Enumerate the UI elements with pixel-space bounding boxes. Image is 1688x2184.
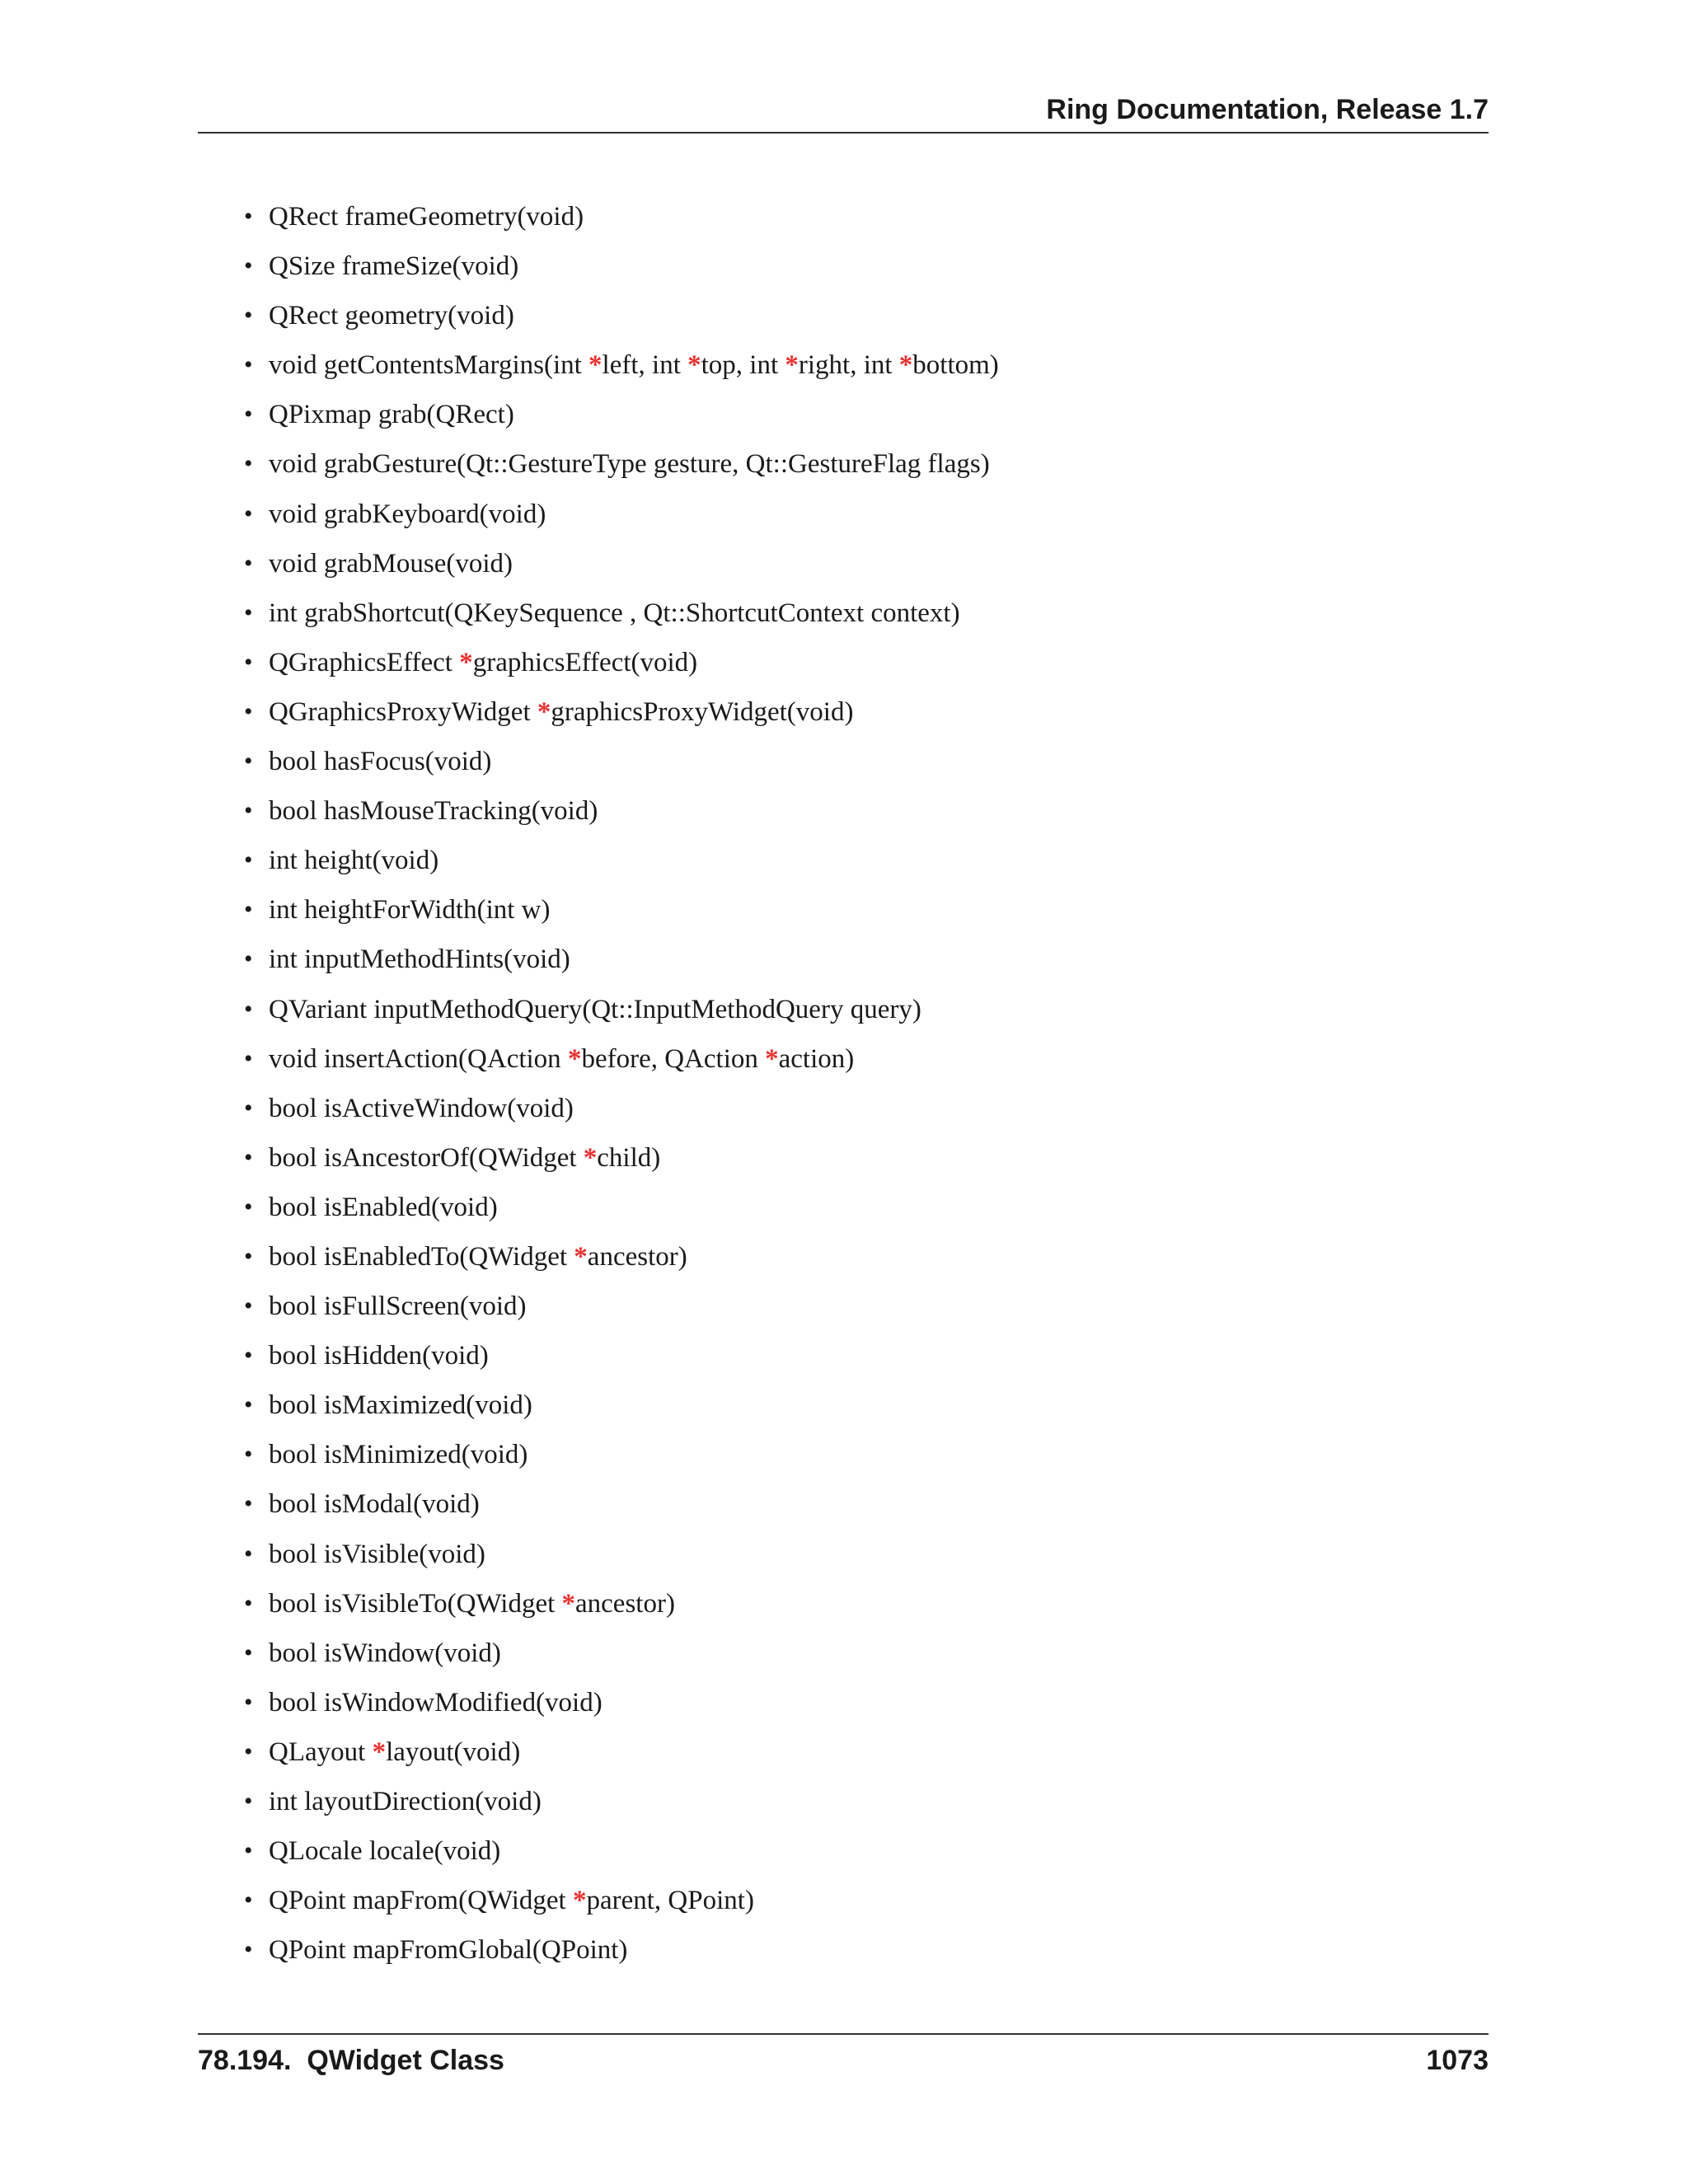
method-signature: int inputMethodHints(void) xyxy=(269,944,570,975)
method-signature: QGraphicsProxyWidget *graphicsProxyWidget(void) xyxy=(269,696,854,727)
method-signature: bool isFullScreen(void) xyxy=(269,1291,527,1322)
method-signature: int grabShortcut(QKeySequence , Qt::ShortcutContext context) xyxy=(269,598,960,628)
bullet-icon: • xyxy=(244,1788,253,1815)
method-signature: void insertAction(QAction *before, QAction *action) xyxy=(269,1043,855,1074)
bullet-icon: • xyxy=(244,1540,253,1568)
bullet-icon: • xyxy=(244,1589,253,1617)
bullet-icon: • xyxy=(244,1638,253,1666)
method-signature: bool hasMouseTracking(void) xyxy=(269,796,598,827)
pointer-asterisk: * xyxy=(572,1886,587,1916)
bullet-icon: • xyxy=(244,1143,253,1171)
bullet-icon: • xyxy=(244,499,253,527)
list-item xyxy=(244,1479,999,1529)
list-item xyxy=(244,1579,999,1629)
method-signature: QVariant inputMethodQuery(Qt::InputMethodQuery query) xyxy=(269,994,921,1024)
method-signature: int heightForWidth(int w) xyxy=(269,895,551,926)
list-item xyxy=(244,1084,999,1133)
list-item xyxy=(244,1629,999,1678)
method-signature: bool isEnabled(void) xyxy=(269,1192,498,1222)
bullet-icon: • xyxy=(244,748,253,776)
method-signature: bool hasFocus(void) xyxy=(269,747,492,777)
list-item xyxy=(244,985,999,1034)
list-item xyxy=(244,687,999,737)
method-signature: int layoutDirection(void) xyxy=(269,1787,542,1816)
list-item xyxy=(244,737,999,786)
bullet-icon: • xyxy=(244,1886,253,1915)
method-signature: QPixmap grab(QRect) xyxy=(269,400,514,430)
pointer-asterisk: * xyxy=(588,350,603,381)
bullet-icon: • xyxy=(244,302,253,330)
bullet-icon: • xyxy=(244,1391,253,1419)
list-item xyxy=(244,340,999,390)
method-list xyxy=(244,192,999,1975)
bullet-icon: • xyxy=(244,252,253,280)
pointer-asterisk: * xyxy=(898,350,913,381)
bullet-icon: • xyxy=(244,797,253,825)
list-item xyxy=(244,192,999,241)
document-title: Ring Documentation, Release 1.7 xyxy=(1046,94,1489,125)
list-item xyxy=(244,1133,999,1183)
list-item xyxy=(244,1331,999,1380)
bullet-icon: • xyxy=(244,1441,253,1469)
method-signature: void getContentsMargins(int *left, int *top, int *right, int *bottom) xyxy=(269,350,999,381)
method-signature: QRect frameGeometry(void) xyxy=(269,202,584,232)
bullet-icon: • xyxy=(244,549,253,577)
method-signature: bool isModal(void) xyxy=(269,1489,480,1520)
method-signature: bool isAncestorOf(QWidget *child) xyxy=(269,1142,661,1173)
method-signature: bool isMaximized(void) xyxy=(269,1390,532,1421)
section-title: 78.194. QWidget Class xyxy=(198,2045,504,2076)
list-item xyxy=(244,1380,999,1430)
bullet-icon: • xyxy=(244,598,253,626)
pointer-asterisk: * xyxy=(561,1588,576,1619)
list-item xyxy=(244,1678,999,1727)
list-item xyxy=(244,390,999,439)
list-item xyxy=(244,1727,999,1777)
bullet-icon: • xyxy=(244,450,253,478)
method-signature: QLayout *layout(void) xyxy=(269,1736,521,1767)
bullet-icon: • xyxy=(244,1094,253,1122)
bullet-icon: • xyxy=(244,1688,253,1716)
list-item xyxy=(244,786,999,836)
bullet-icon: • xyxy=(244,896,253,924)
method-signature: void grabGesture(Qt::GestureType gesture, Qt::GestureFlag flags) xyxy=(269,449,990,480)
pointer-asterisk: * xyxy=(765,1043,779,1074)
list-item xyxy=(244,539,999,588)
bullet-icon: • xyxy=(244,1490,253,1518)
bullet-icon: • xyxy=(244,995,253,1023)
method-signature: void grabMouse(void) xyxy=(269,548,513,579)
list-item xyxy=(244,291,999,340)
method-signature: bool isActiveWindow(void) xyxy=(269,1093,574,1123)
bullet-icon: • xyxy=(244,697,253,725)
list-item xyxy=(244,1232,999,1282)
pointer-asterisk: * xyxy=(574,1241,588,1272)
bullet-icon: • xyxy=(244,846,253,874)
list-item xyxy=(244,836,999,885)
list-item xyxy=(244,885,999,935)
bullet-icon: • xyxy=(244,1837,253,1865)
list-item xyxy=(244,588,999,638)
list-item xyxy=(244,241,999,291)
bullet-icon: • xyxy=(244,1936,253,1964)
pointer-asterisk: * xyxy=(459,647,473,677)
page-number: 1073 xyxy=(1426,2045,1489,2076)
bullet-icon: • xyxy=(244,1193,253,1221)
method-signature: void grabKeyboard(void) xyxy=(269,499,546,529)
method-signature: bool isMinimized(void) xyxy=(269,1440,528,1470)
bullet-icon: • xyxy=(244,401,253,429)
list-item xyxy=(244,1034,999,1084)
bullet-icon: • xyxy=(244,1342,253,1370)
page-header xyxy=(198,89,1489,134)
method-signature: bool isWindowModified(void) xyxy=(269,1687,603,1718)
pointer-asterisk: * xyxy=(687,350,701,381)
bullet-icon: • xyxy=(244,1044,253,1072)
bullet-icon: • xyxy=(244,1242,253,1270)
list-item xyxy=(244,1925,999,1975)
method-signature: QSize frameSize(void) xyxy=(269,251,519,282)
list-item xyxy=(244,935,999,984)
method-signature: bool isHidden(void) xyxy=(269,1341,489,1371)
bullet-icon: • xyxy=(244,203,253,230)
method-signature: QLocale locale(void) xyxy=(269,1836,501,1867)
list-item xyxy=(244,1430,999,1479)
list-item xyxy=(244,1530,999,1579)
bullet-icon: • xyxy=(244,648,253,676)
list-item xyxy=(244,490,999,539)
bullet-icon: • xyxy=(244,945,253,973)
method-signature: bool isEnabledTo(QWidget *ancestor) xyxy=(269,1241,687,1272)
pointer-asterisk: * xyxy=(567,1043,582,1074)
list-item xyxy=(244,439,999,489)
method-signature: QPoint mapFrom(QWidget *parent, QPoint) xyxy=(269,1886,754,1916)
bullet-icon: • xyxy=(244,351,253,379)
method-signature: bool isWindow(void) xyxy=(269,1638,501,1668)
page-footer xyxy=(198,2033,1489,2084)
pointer-asterisk: * xyxy=(537,696,551,727)
method-signature: bool isVisible(void) xyxy=(269,1539,485,1569)
list-item xyxy=(244,1876,999,1925)
list-item xyxy=(244,1777,999,1826)
method-signature: QGraphicsEffect *graphicsEffect(void) xyxy=(269,647,698,677)
method-signature: bool isVisibleTo(QWidget *ancestor) xyxy=(269,1588,675,1619)
method-signature: QRect geometry(void) xyxy=(269,301,514,331)
list-item xyxy=(244,1826,999,1876)
list-item xyxy=(244,1282,999,1331)
bullet-icon: • xyxy=(244,1292,253,1320)
method-signature: QPoint mapFromGlobal(QPoint) xyxy=(269,1935,628,1966)
pointer-asterisk: * xyxy=(785,350,799,381)
pointer-asterisk: * xyxy=(372,1736,387,1767)
method-signature: int height(void) xyxy=(269,846,439,876)
list-item xyxy=(244,1183,999,1232)
list-item xyxy=(244,638,999,687)
bullet-icon: • xyxy=(244,1737,253,1765)
pointer-asterisk: * xyxy=(583,1142,598,1173)
